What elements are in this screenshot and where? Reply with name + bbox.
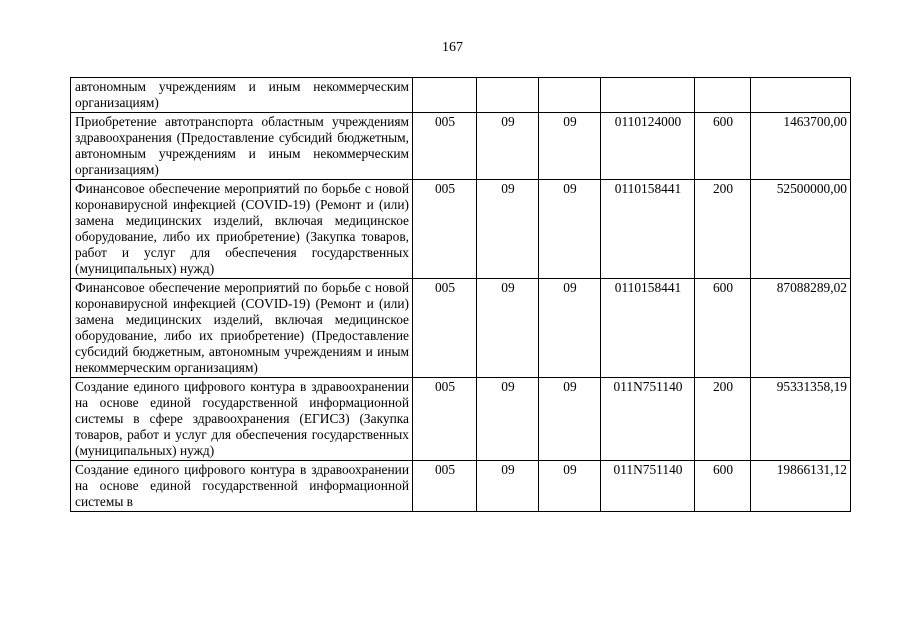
table-row — [71, 78, 851, 113]
row-subsection-code — [539, 78, 601, 113]
row-section-code: 09 — [477, 113, 539, 180]
row-ministry-code: 005 — [413, 180, 477, 279]
row-amount: 87088289,02 — [751, 279, 851, 378]
row-description: автономным учреждениям и иным некоммерческим организациям) — [71, 78, 413, 113]
row-expense-type: 200 — [695, 378, 751, 461]
row-ministry-code: 005 — [413, 461, 477, 512]
row-description: Создание единого цифрового контура в здравоохранении на основе единой государственной информационной системы в сфере здравоохранения (ЕГИСЗ) (Закупка товаров, работ и услуг для обеспечения государственных (муниципальных) нужд) — [71, 378, 413, 461]
row-target-code: 0110158441 — [601, 279, 695, 378]
row-ministry-code: 005 — [413, 378, 477, 461]
row-amount — [751, 78, 851, 113]
row-subsection-code: 09 — [539, 180, 601, 279]
row-target-code: 0110124000 — [601, 113, 695, 180]
row-section-code: 09 — [477, 461, 539, 512]
table-row — [71, 378, 851, 461]
row-section-code: 09 — [477, 279, 539, 378]
row-subsection-code: 09 — [539, 113, 601, 180]
row-ministry-code — [413, 78, 477, 113]
row-expense-type: 600 — [695, 113, 751, 180]
row-description: Создание единого цифрового контура в здравоохранении на основе единой государственной информационной системы в — [71, 461, 413, 512]
row-amount: 19866131,12 — [751, 461, 851, 512]
row-ministry-code: 005 — [413, 113, 477, 180]
table-row — [71, 113, 851, 180]
row-expense-type: 200 — [695, 180, 751, 279]
row-section-code: 09 — [477, 378, 539, 461]
table-row — [71, 461, 851, 512]
row-description: Приобретение автотранспорта областным учреждениям здравоохранения (Предоставление субсидий бюджетным, автономным учреждениям и иным некоммерческим организациям) — [71, 113, 413, 180]
row-expense-type: 600 — [695, 461, 751, 512]
budget-table — [70, 77, 851, 512]
row-subsection-code: 09 — [539, 461, 601, 512]
row-amount: 52500000,00 — [751, 180, 851, 279]
row-ministry-code: 005 — [413, 279, 477, 378]
row-target-code: 011N751140 — [601, 378, 695, 461]
row-expense-type: 600 — [695, 279, 751, 378]
row-subsection-code: 09 — [539, 378, 601, 461]
row-target-code — [601, 78, 695, 113]
row-subsection-code: 09 — [539, 279, 601, 378]
row-amount: 95331358,19 — [751, 378, 851, 461]
row-description: Финансовое обеспечение мероприятий по борьбе с новой коронавирусной инфекцией (COVID-19) (Ремонт и (или) замена медицинских изделий, включая медицинское оборудование, либо их приобретение) (Закупка товаров, работ и услуг для обеспечения государственных (муниципальных) нужд) — [71, 180, 413, 279]
table-row — [71, 279, 851, 378]
table-row — [71, 180, 851, 279]
row-amount: 1463700,00 — [751, 113, 851, 180]
row-section-code: 09 — [477, 180, 539, 279]
row-target-code: 011N751140 — [601, 461, 695, 512]
page-number: 167 — [442, 40, 463, 55]
row-description: Финансовое обеспечение мероприятий по борьбе с новой коронавирусной инфекцией (COVID-19) (Ремонт и (или) замена медицинских изделий, включая медицинское оборудование, либо их приобретение) (Предоставление субсидий бюджетным, автономным учреждениям и иным некоммерческим организациям) — [71, 279, 413, 378]
row-target-code: 0110158441 — [601, 180, 695, 279]
row-section-code — [477, 78, 539, 113]
row-expense-type — [695, 78, 751, 113]
